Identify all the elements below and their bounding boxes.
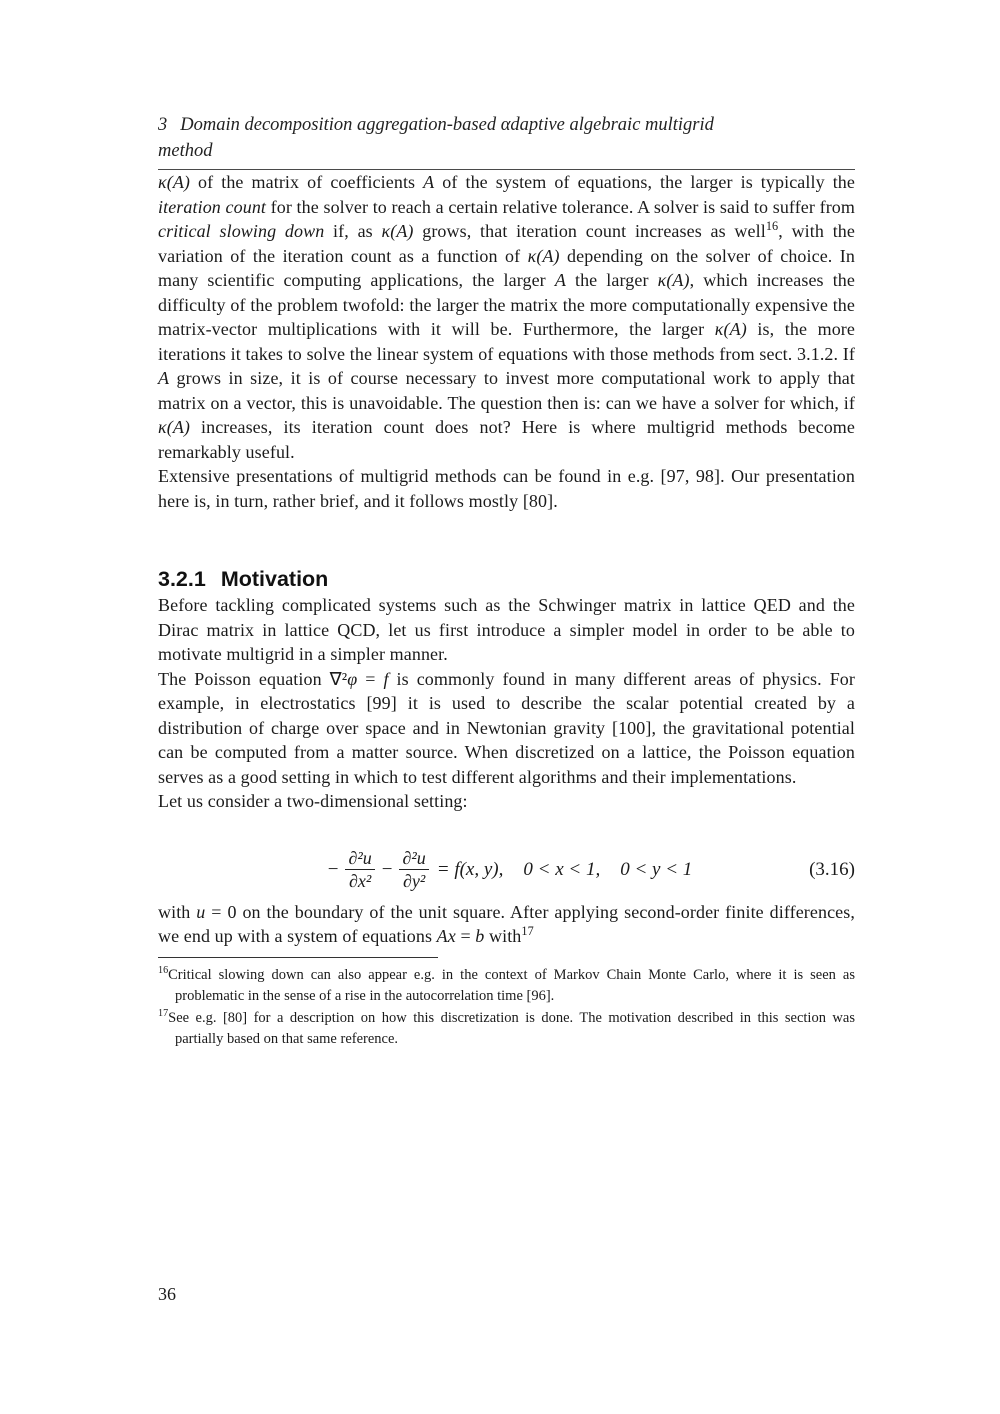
equation-rhs: = f(x, y), xyxy=(436,858,504,880)
body-paragraph-boundary: with u = 0 on the boundary of the unit square. After applying second-order finite differences, we end up with a system of equations Ax = b with$^{17}$ xyxy=(158,901,855,946)
fraction-numerator: ∂²u xyxy=(345,848,374,870)
equation-3-16 xyxy=(158,840,855,900)
fraction-numerator: ∂²u xyxy=(399,848,428,870)
equation-number: (3.16) xyxy=(809,858,855,880)
running-header-line2: method xyxy=(158,141,213,161)
section-number: 3.2.1 xyxy=(158,567,206,591)
footnote-text: See e.g. [80] for a description on how this discretization is done. The motivation described in this section was partially based on that same reference. xyxy=(168,1009,855,1047)
chapter-number: 3 xyxy=(158,115,168,135)
running-header-title: Domain decomposition aggregation-based αdaptive algebraic multigrid xyxy=(180,115,714,135)
footnote-17 xyxy=(158,1008,855,1051)
footnote-16 xyxy=(158,965,855,1008)
page-number: 36 xyxy=(158,1284,176,1304)
equation-condition-y: 0 < y < 1 xyxy=(620,858,693,880)
section-heading xyxy=(158,565,855,593)
body-paragraph-two-dimensional: Let us consider a two-dimensional setting: xyxy=(158,791,468,811)
equation-condition-x: 0 < x < 1, xyxy=(523,858,601,880)
running-header xyxy=(158,112,855,170)
equation-minus-sign: − xyxy=(381,858,393,880)
footnote-marker: 16 xyxy=(158,964,169,976)
section-title: Motivation xyxy=(220,567,329,591)
fraction-d2u-dy2 xyxy=(399,848,428,891)
body-paragraph-references: Extensive presentations of multigrid methods can be found in e.g. [97, 98]. Our presentation here is, in turn, rather brief, and it follows mostly [80]. xyxy=(158,466,855,511)
equation-minus-sign: − xyxy=(327,858,339,880)
footnote-rule xyxy=(158,957,438,958)
footnote-text: Critical slowing down can also appear e.g. in the context of Markov Chain Monte Carlo, where it is seen as problematic in the sense of a rise in the autocorrelation time [96]. xyxy=(168,966,855,1004)
body-paragraph-poisson: The Poisson equation ∇²φ = f is commonly found in many different areas of physics. For example, in electrostatics [99] it is used to describe the scalar potential created by a distribution of charge over space and in Newtonian gravity [100], the gravitational potential can be computed from a matter source. When discretized on a lattice, the Poisson equation serves as a good setting in which to test different algorithms and their implementations. xyxy=(158,668,855,787)
body-paragraph-motivation-intro: Before tackling complicated systems such as the Schwinger matrix in lattice QED and the Dirac matrix in lattice QCD, let us first introduce a simpler model in order to be able to motivate multigrid in a simpler manner. xyxy=(158,595,855,664)
page-content xyxy=(158,0,855,1051)
fraction-denominator: ∂x² xyxy=(348,871,372,891)
body-paragraph-condition-number: κ(A) of the matrix of coefficients A of the system of equations, the larger is typically the iteration count for the solver to reach a certain relative tolerance. A solver is said to suffer from critical slowing down if, as κ(A) grows, that iteration count increases as well$^{16}$, with the variation of the iteration count as a function of κ(A) depending on the solver of choice. In many scientific computing applications, the larger A the larger κ(A), which increases the difficulty of the problem twofold: the larger the matrix the more computationally expensive the matrix-vector multiplications with it will be. Furthermore, the larger κ(A) is, the more iterations it takes to solve the linear system of equations with those methods from sect. 3.1.2. If A grows in size, it is of course necessary to invest more computational work to apply that matrix on a vector, this is unavoidable. The question then is: can we have a solver for which, if κ(A) increases, its iteration count does not? Here is where multigrid methods become remarkably useful. xyxy=(158,172,855,462)
fraction-denominator: ∂y² xyxy=(402,871,426,891)
running-header-line1 xyxy=(158,112,855,138)
fraction-d2u-dx2 xyxy=(345,848,374,891)
footnote-marker: 17 xyxy=(158,1007,169,1019)
